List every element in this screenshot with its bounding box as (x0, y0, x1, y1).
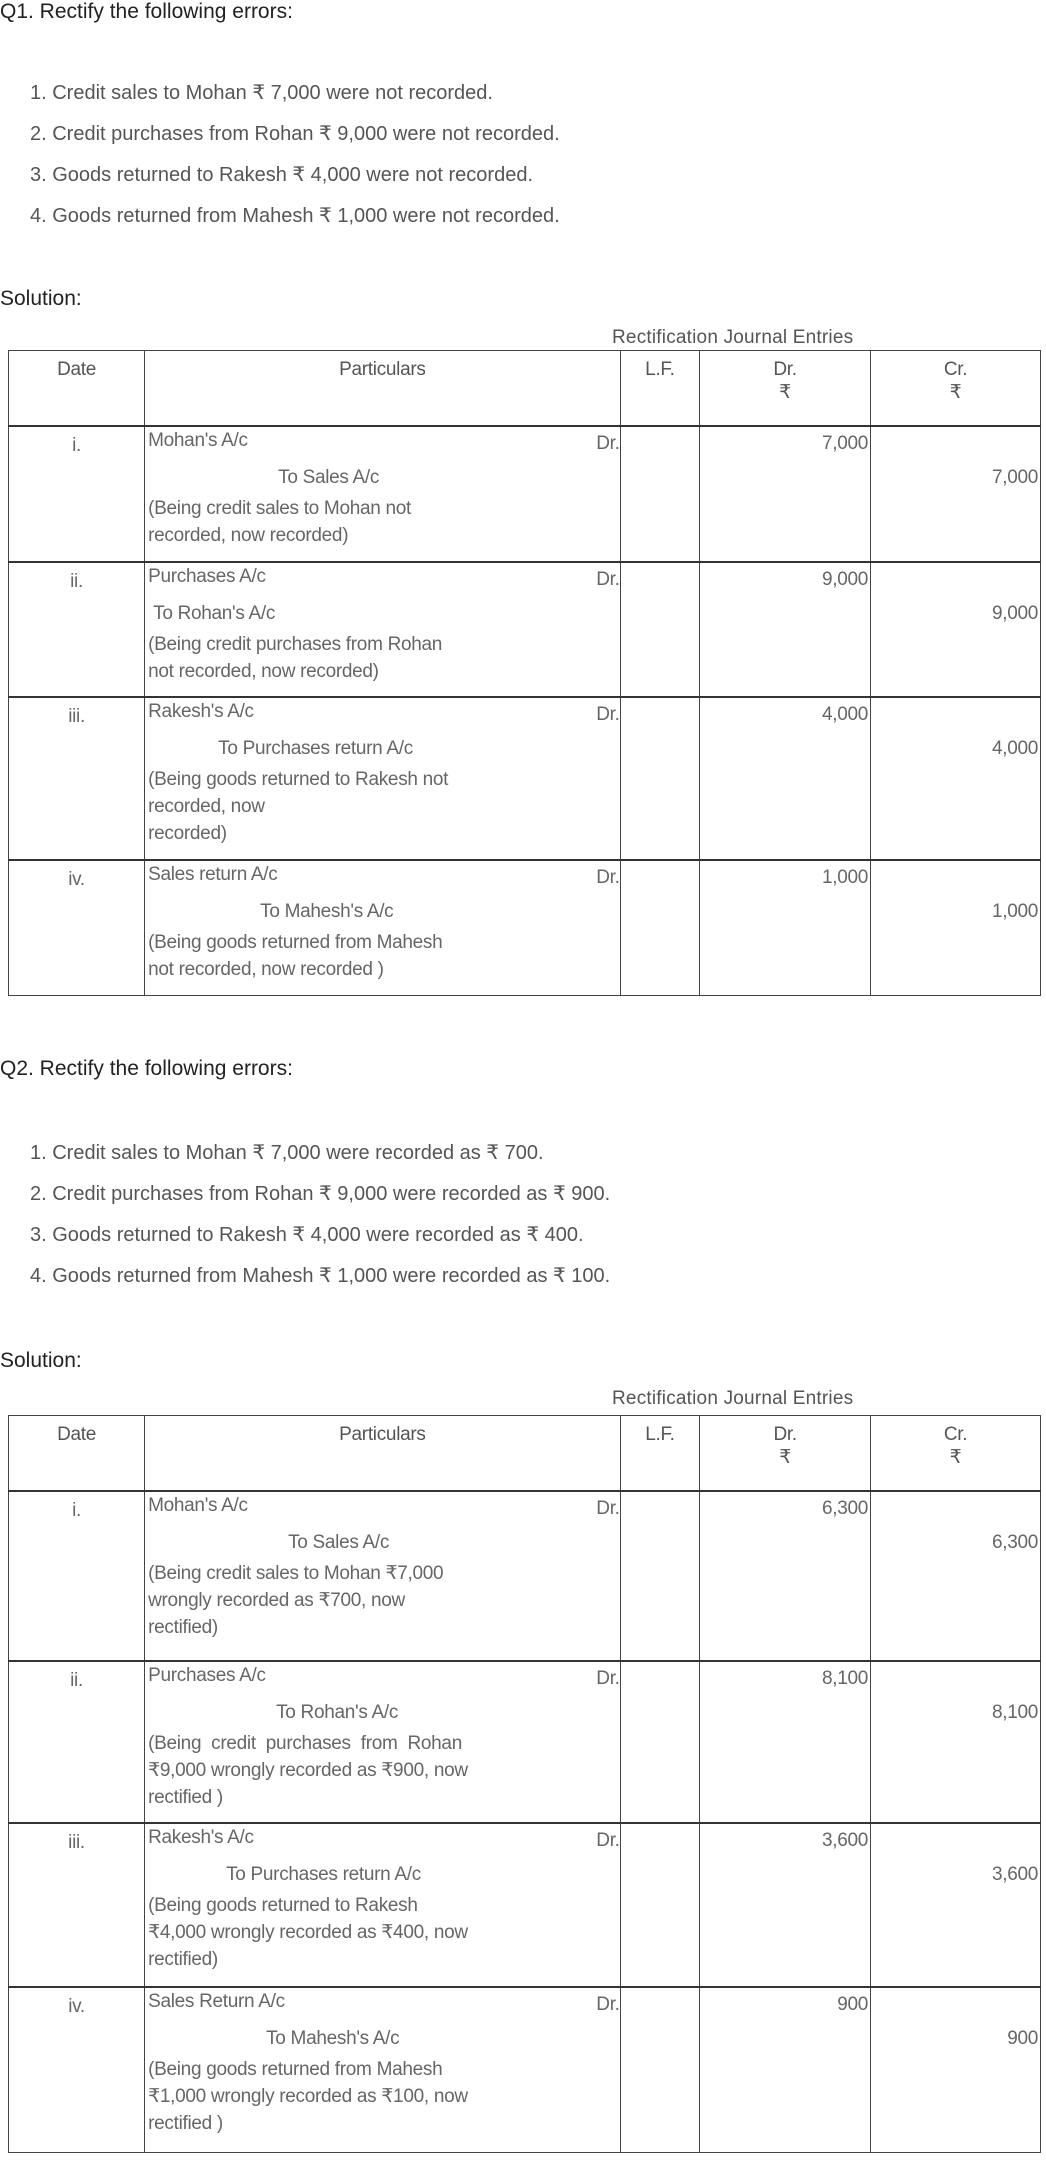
date-cell (9, 562, 145, 697)
debit-cell (700, 860, 871, 995)
narration-line: not recorded, now recorded ) (148, 959, 384, 980)
narration (145, 929, 619, 983)
dr-mark: Dr. (596, 1668, 620, 1689)
narration (145, 1560, 620, 1641)
narration-line: (Being credit sales to Mohan not (148, 498, 412, 519)
narration-line: (Being goods returned to Rakesh (148, 1895, 418, 1916)
q2-error-list (30, 1133, 610, 1297)
header-dr (700, 351, 871, 427)
debit-cell (700, 1823, 871, 1987)
entry-date: ii. (70, 571, 83, 592)
list-item: 1. Credit sales to Mohan ₹ 7,000 were not recorded. (30, 82, 493, 104)
entry-date: i. (72, 1500, 81, 1521)
date-cell (9, 426, 145, 562)
header-particulars (145, 351, 620, 427)
narration (145, 2056, 620, 2137)
debit-account: Purchases A/c (148, 566, 266, 587)
header-particulars-label: Particulars (339, 1424, 426, 1445)
narration-line: (Being goods returned from Mahesh (148, 932, 443, 953)
q2-solution-label: Solution: (0, 1349, 82, 1372)
q2-journal-table (8, 1415, 1041, 2153)
header-row (9, 1416, 1041, 1492)
credit-amount: 4,000 (991, 738, 1038, 759)
list-item: 1. Credit sales to Mohan ₹ 7,000 were recorded as ₹ 700. (30, 1142, 544, 1164)
credit-amount: 3,600 (991, 1864, 1038, 1885)
currency-symbol: ₹ (949, 1447, 962, 1468)
debit-cell (700, 562, 871, 697)
journal-entry-row (9, 1661, 1041, 1823)
header-cr-label: Cr. (943, 1424, 968, 1445)
credit-account: To Sales A/c (278, 467, 380, 488)
list-item: 2. Credit purchases from Rohan ₹ 9,000 were recorded as ₹ 900. (30, 1183, 611, 1205)
credit-account: To Sales A/c (288, 1532, 390, 1553)
debit-cell (700, 697, 871, 860)
narration-line: rectified) (148, 1949, 218, 1970)
debit-cell (700, 1491, 871, 1661)
credit-amount: 7,000 (991, 467, 1038, 488)
header-cr (871, 351, 1041, 427)
narration-line: (Being goods returned from Mahesh (148, 2059, 443, 2080)
debit-cell (700, 426, 871, 562)
journal-entry-row (9, 1491, 1041, 1661)
lf-cell (620, 562, 700, 697)
header-date (9, 1416, 145, 1492)
list-item: 2. Credit purchases from Rohan ₹ 9,000 were not recorded. (30, 123, 560, 145)
particulars-cell (145, 860, 620, 995)
journal-entry-row (9, 860, 1041, 995)
date-cell (9, 697, 145, 860)
narration-line: (Being credit purchases from Rohan (148, 1733, 462, 1754)
particulars-cell (145, 1661, 621, 1823)
debit-amount: 6,300 (822, 1498, 869, 1519)
debit-account: Rakesh's A/c (148, 701, 254, 722)
q1-journal-table (8, 350, 1041, 996)
entry-date: i. (72, 435, 82, 456)
particulars-cell (145, 697, 620, 860)
header-dr-label: Dr. (773, 1424, 797, 1445)
debit-amount: 4,000 (821, 704, 869, 725)
debit-amount: 9,000 (821, 569, 869, 590)
lf-cell (620, 1987, 700, 2152)
header-cr (871, 1416, 1041, 1492)
header-particulars-label: Particulars (339, 359, 426, 380)
credit-account: To Purchases return A/c (218, 738, 413, 759)
narration-line: (Being credit sales to Mohan ₹7,000 (148, 1563, 444, 1584)
header-date-label: Date (57, 359, 97, 380)
q1-title: Q1. Rectify the following errors: (0, 0, 293, 23)
dr-mark: Dr. (596, 1498, 620, 1519)
header-lf-label: L.F. (645, 359, 675, 380)
date-cell (9, 1661, 145, 1823)
narration-line: recorded) (148, 823, 227, 844)
dr-mark: Dr. (596, 1994, 620, 2015)
lf-cell (620, 1661, 700, 1823)
header-dr-label: Dr. (773, 359, 797, 380)
journal-entry-row (9, 426, 1041, 562)
header-lf (620, 1416, 700, 1492)
narration (145, 495, 619, 549)
particulars-cell (145, 1823, 621, 1987)
date-cell (9, 860, 145, 995)
narration-line: (Being credit purchases from Rohan (148, 634, 443, 655)
particulars-cell (145, 562, 620, 697)
header-lf-label: L.F. (645, 1424, 675, 1445)
particulars-cell (145, 426, 620, 562)
currency-symbol: ₹ (949, 382, 962, 403)
dr-mark: Dr. (596, 569, 620, 590)
credit-cell (871, 1987, 1041, 2152)
q1-table-caption: Rectification Journal Entries (612, 327, 854, 348)
particulars-cell (145, 1987, 621, 2152)
journal-entry-row (9, 562, 1041, 697)
q1-solution-label: Solution: (0, 287, 82, 310)
credit-amount: 8,100 (991, 1702, 1038, 1723)
credit-cell (871, 1661, 1041, 1823)
debit-amount: 7,000 (821, 433, 869, 454)
credit-amount: 1,000 (991, 901, 1038, 922)
narration (145, 1892, 620, 1973)
list-item: 4. Goods returned from Mahesh ₹ 1,000 were recorded as ₹ 100. (30, 1265, 611, 1287)
list-item: 3. Goods returned to Rakesh ₹ 4,000 were not recorded. (30, 164, 534, 186)
lf-cell (620, 1491, 700, 1661)
date-cell (9, 1491, 145, 1661)
narration-line: ₹1,000 wrongly recorded as ₹100, now (148, 2086, 468, 2107)
credit-cell (871, 562, 1041, 697)
credit-amount: 6,300 (991, 1532, 1038, 1553)
narration-line: wrongly recorded as ₹700, now (148, 1590, 405, 1611)
narration-line: recorded, now (148, 796, 265, 817)
entry-date: iv. (68, 869, 85, 890)
narration-line: ₹9,000 wrongly recorded as ₹900, now (148, 1760, 468, 1781)
narration-line: (Being goods returned to Rakesh not (148, 769, 449, 790)
currency-symbol: ₹ (779, 382, 791, 403)
lf-cell (620, 426, 700, 562)
narration-line: ₹4,000 wrongly recorded as ₹400, now (148, 1922, 468, 1943)
dr-mark: Dr. (596, 704, 620, 725)
header-date (9, 351, 145, 427)
narration-line: rectified) (148, 1617, 218, 1638)
header-lf (620, 351, 700, 427)
debit-account: Sales return A/c (148, 864, 278, 885)
entry-date: iii. (68, 1832, 85, 1853)
credit-account: To Mahesh's A/c (266, 2028, 400, 2049)
narration-line: not recorded, now recorded) (148, 661, 379, 682)
q2-table-caption: Rectification Journal Entries (612, 1388, 854, 1409)
lf-cell (620, 697, 700, 860)
narration-line: rectified ) (148, 2113, 223, 2134)
debit-amount: 1,000 (821, 867, 869, 888)
dr-mark: Dr. (596, 433, 620, 454)
debit-account: Sales Return A/c (148, 1991, 285, 2012)
debit-cell (700, 1661, 871, 1823)
journal-entry-row (9, 1823, 1041, 1987)
credit-account: To Mahesh's A/c (260, 901, 394, 922)
debit-account: Purchases A/c (148, 1665, 266, 1686)
list-item: 3. Goods returned to Rakesh ₹ 4,000 were recorded as ₹ 400. (30, 1224, 584, 1246)
list-item: 4. Goods returned from Mahesh ₹ 1,000 were not recorded. (30, 205, 560, 227)
q2-title: Q2. Rectify the following errors: (0, 1057, 293, 1080)
debit-cell (700, 1987, 871, 2152)
narration (145, 631, 619, 685)
header-dr (700, 1416, 871, 1492)
header-particulars (145, 1416, 621, 1492)
narration-line: recorded, now recorded) (148, 525, 349, 546)
lf-cell (620, 860, 700, 995)
date-cell (9, 1987, 145, 2152)
debit-amount: 900 (837, 1994, 869, 2015)
narration (145, 1730, 620, 1811)
debit-amount: 8,100 (822, 1668, 869, 1689)
credit-cell (871, 426, 1041, 562)
debit-amount: 3,600 (822, 1830, 869, 1851)
currency-symbol: ₹ (779, 1447, 792, 1468)
entry-date: iv. (68, 1996, 85, 2017)
journal-entry-row (9, 1987, 1041, 2152)
credit-cell (871, 1823, 1041, 1987)
credit-amount: 900 (1007, 2028, 1038, 2049)
credit-account: To Purchases return A/c (226, 1864, 421, 1885)
header-date-label: Date (57, 1424, 97, 1445)
particulars-cell (145, 1491, 621, 1661)
narration-line: rectified ) (148, 1787, 223, 1808)
lf-cell (620, 1823, 700, 1987)
dr-mark: Dr. (596, 1830, 620, 1851)
narration (145, 766, 619, 847)
date-cell (9, 1823, 145, 1987)
credit-cell (871, 860, 1041, 995)
credit-cell (871, 1491, 1041, 1661)
q1-error-list (30, 73, 560, 237)
entry-date: iii. (68, 706, 85, 727)
dr-mark: Dr. (596, 867, 620, 888)
debit-account: Mohan's A/c (148, 430, 248, 451)
header-cr-label: Cr. (943, 359, 968, 380)
credit-cell (871, 697, 1041, 860)
credit-amount: 9,000 (991, 603, 1038, 624)
debit-account: Mohan's A/c (148, 1495, 248, 1516)
credit-account: To Rohan's A/c (276, 1702, 399, 1723)
debit-account: Rakesh's A/c (148, 1827, 254, 1848)
entry-date: ii. (70, 1670, 83, 1691)
journal-entry-row (9, 697, 1041, 860)
header-row (9, 351, 1041, 427)
credit-account: To Rohan's A/c (153, 603, 276, 624)
